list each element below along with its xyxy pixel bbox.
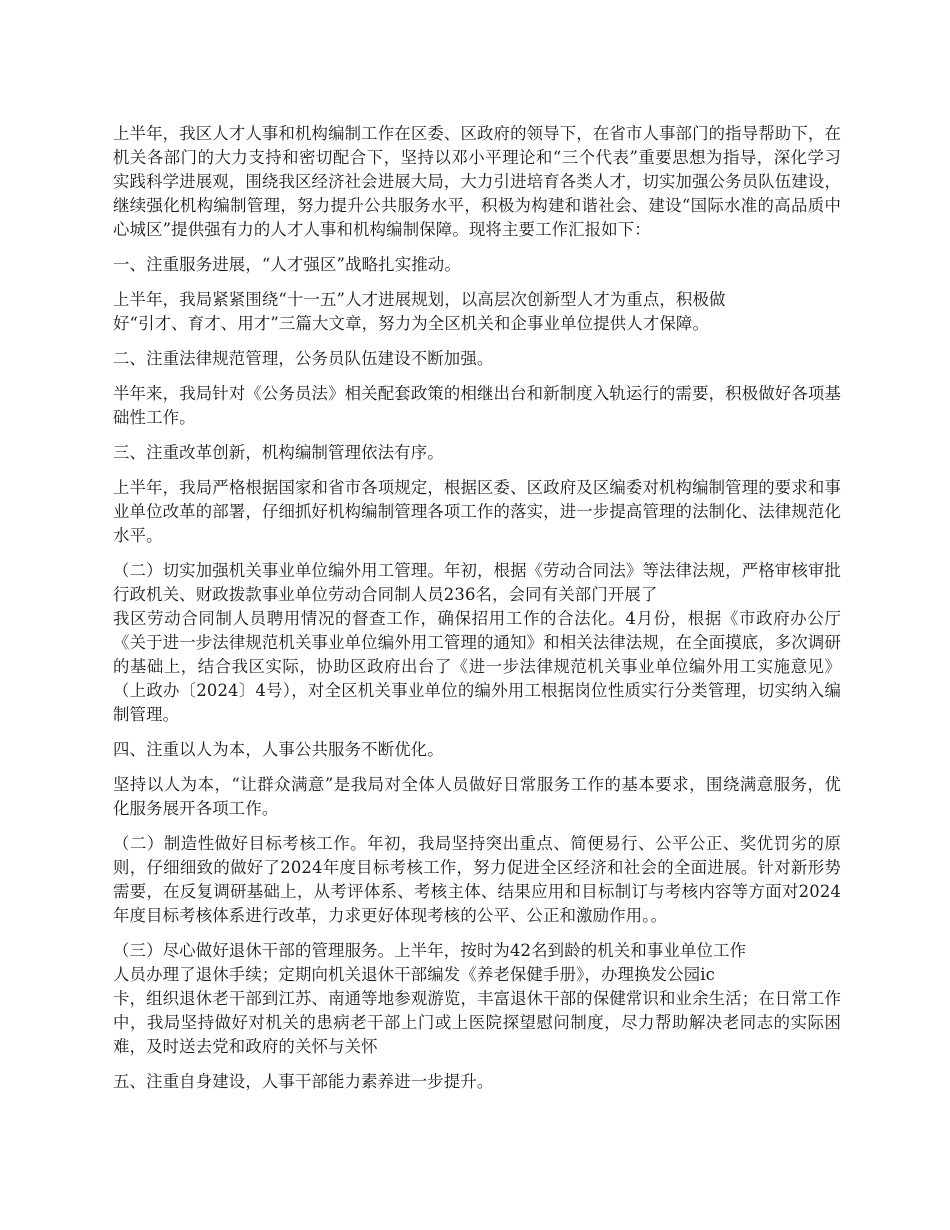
- section-4-subitem-3: （三）尽心做好退休干部的管理服务。上半年，按时为42名到龄的机关和事业单位工作 人员办理了退休手续；定期向机关退休干部编发《养老保健手册》，办理换发公园ic 卡，组织退休老干部到江苏、南通等地参观游览，丰富退休干部的保健常识和业余生活；在日常工作中，我局坚持做好对机关的患病老干部上门或上医院探望慰问制度，尽力帮助解决老同志的实际困难，及时送去党和政府的关怀与关怀: [113, 941, 841, 1056]
- intro-paragraph: 上半年，我区人才人事和机构编制工作在区委、区政府的领导下，在省市人事部门的指导帮助下，在机关各部门的大力支持和密切配合下，坚持以邓小平理论和“三个代表”重要思想为指导，深化学习实践科学进展观，围绕我区经济社会进展大局，大力引进培育各类人才，切实加强公务员队伍建设，继续强化机构编制管理，努力提升公共服务水平，积极为构建和谐社会、建设“国际水准的高品质中心城区”提供强有力的人才人事和机构编制保障。现将主要工作汇报如下：: [113, 124, 841, 239]
- section-heading-1: 一、注重服务进展，“人才强区”战略扎实推动。: [113, 255, 461, 274]
- section-4-subitem-2: （二）制造性做好目标考核工作。年初，我局坚持突出重点、简便易行、公平公正、奖优罚劣的原则，仔细细致的做好了2024年度目标考核工作，努力促进全区经济和社会的全面进展。针对新形势需要，在反复调研基础上，从考评体系、考核主体、结果应用和目标制订与考核内容等方面对2024年度目标考核体系进行改革，力求更好体现考核的公平、公正和激励作用。。: [113, 834, 841, 925]
- section-3-paragraph: 上半年，我局严格根据国家和省市各项规定，根据区委、区政府及区编委对机构编制管理的要求和事业单位改革的部署，仔细抓好机构编制管理各项工作的落实，进一步提高管理的法制化、法律规范化水平。: [113, 478, 841, 545]
- document-body: [113, 122, 841, 1105]
- section-heading-2: 二、注重法律规范管理，公务员队伍建设不断加强。: [113, 349, 494, 368]
- section-4-paragraph: 坚持以人为本，“让群众满意”是我局对全体人员做好日常服务工作的基本要求，围绕满意服务，优化服务展开各项工作。: [113, 775, 841, 818]
- section-2-paragraph: 半年来，我局针对《公务员法》相关配套政策的相继出台和新制度入轨运行的需要，积极做好各项基础性工作。: [113, 384, 841, 427]
- section-1-paragraph: 上半年，我局紧紧围绕“十一五”人才进展规划，以高层次创新型人才为重点，积极做 好“引才、育才、用才”三篇大文章，努力为全区机关和企事业单位提供人才保障。: [113, 290, 726, 333]
- section-3-subitem-2: （二）切实加强机关事业单位编外用工管理。年初，根据《劳动合同法》等法律法规，严格审核审批行政机关、财政拨款事业单位劳动合同制人员236名，会同有关部门开展了 我区劳动合同制人员聘用情况的督查工作，确保招用工作的合法化。4月份，根据《市政府办公厅《关于进一步法律规范机关事业单位编外用工管理的通知》和相关法律法规，在全面摸底，多次调研的基础上，结合我区实际，协助区政府出台了《进一步法律规范机关事业单位编外用工实施意见》（上政办〔2024〕4号），对全区机关事业单位的编外用工根据岗位性质实行分类管理，切实纳入编制管理。: [113, 561, 841, 724]
- section-heading-3: 三、注重改革创新，机构编制管理依法有序。: [113, 443, 444, 462]
- section-heading-4: 四、注重以人为本，人事公共服务不断优化。: [113, 740, 444, 759]
- section-heading-5: 五、注重自身建设，人事干部能力素养进一步提升。: [113, 1072, 494, 1091]
